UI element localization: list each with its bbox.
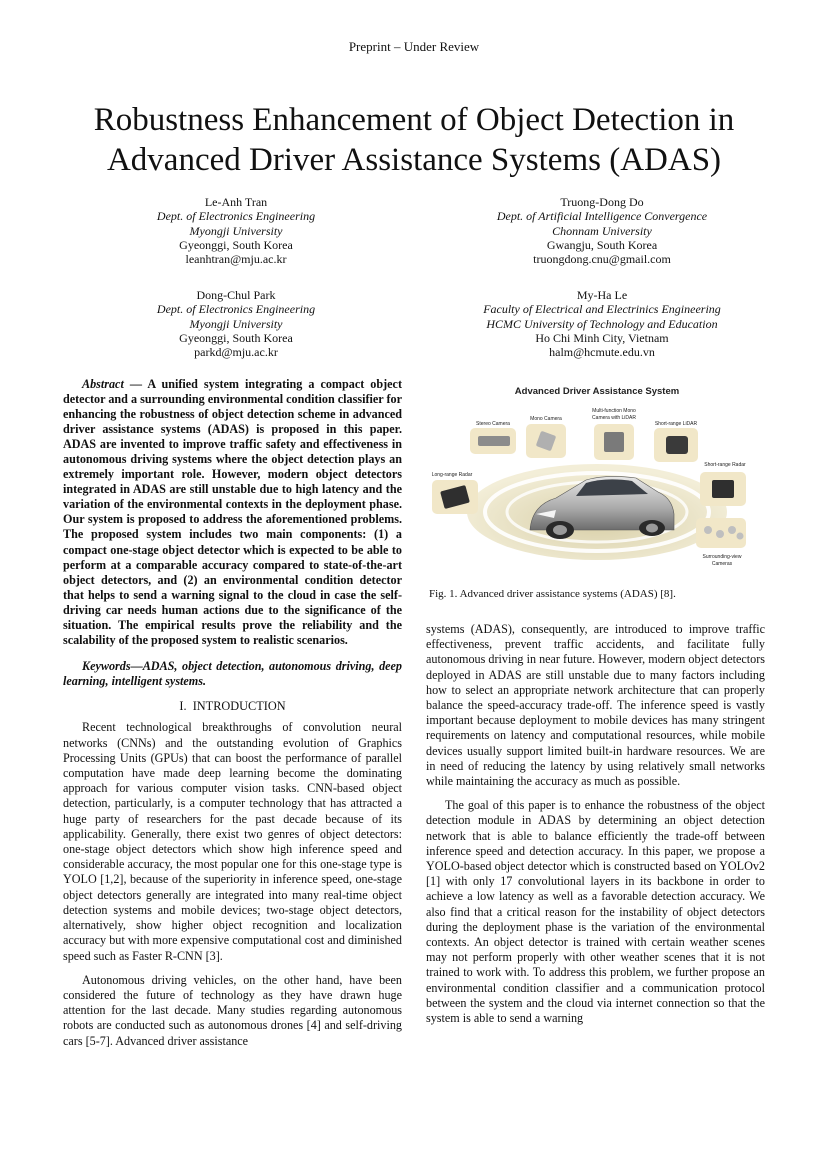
section-title: INTRODUCTION: [192, 699, 286, 714]
section-number: I.: [179, 699, 187, 714]
author-dept: Faculty of Electrical and Electrinics Engineering: [483, 302, 721, 317]
author-univ: HCMC University of Technology and Education: [486, 316, 718, 331]
title-line: Advanced Driver Assistance Systems (ADAS): [106, 142, 722, 178]
author-location: Gwangju, South Korea: [546, 237, 658, 252]
body-paragraph: Autonomous driving vehicles, on the other hand, have been considered the future of technology as they have drawn huge attention for the last decade. Many studies regarding autonomous robots are conducted such as autonomous drones [4] and self-driving cars [5-7]. Advanced driver assistance: [63, 972, 402, 1048]
figure-title: Advanced Driver Assistance System: [514, 386, 680, 397]
multi-function-camera: [592, 408, 636, 460]
title-line: Robustness Enhancement of Object Detection in: [93, 102, 735, 138]
label-long-range-radar: Long-range Radar: [431, 472, 473, 478]
running-header: Preprint – Under Review: [348, 39, 480, 54]
label-multi-function: Multi-function Mono: [592, 408, 636, 414]
right-column: [426, 622, 765, 1026]
author-dept: Dept. of Electronics Engineering: [156, 209, 316, 224]
label-stereo-camera: Stereo Camera: [476, 421, 510, 427]
author-name: Dong-Chul Park: [196, 288, 276, 302]
stereo-camera: [470, 421, 516, 454]
keywords: Keywords—ADAS, object detection, autonomous driving, deep learning, intelligent systems.: [63, 658, 402, 689]
short-range-lidar: [654, 421, 698, 462]
long-range-radar: [432, 472, 478, 514]
author-email: leanhtran@mju.ac.kr: [185, 252, 287, 267]
body-paragraph: The goal of this paper is to enhance the robustness of the object detection module in ADAS by determining an object detection network that is able to balance efficiently the trade-off between inference speed and detection accuracy. In this paper, we propose a YOLO-based object detector which is constructed based on YOLOv2 [1] with only 17 convolutional layers in its backbone in order to achieve a low latency as well as a favorable detection accuracy. We also find that a critical reason for the instability of object detectors during the deployment phase is the variation of the environmental contexts. An object detector is trained with certain weather scenes may not perform properly with other weather scenes that it is not trained to work with. To address this problem, we further propose an environmental condition classifier and a communication protocol between the system and the cloud via internet connection so that the system is able to send a warning: [426, 798, 765, 1026]
author-block: [452, 195, 752, 266]
label-short-range-radar: Short-range Radar: [704, 462, 746, 468]
author-name: Le-Anh Tran: [204, 195, 268, 209]
author-block: [106, 288, 366, 359]
adas-figure: [426, 380, 768, 576]
abstract-label: Abstract: [82, 377, 124, 391]
author-univ: Myongji University: [189, 223, 283, 238]
author-location: Gyeonggi, South Korea: [179, 237, 293, 252]
mono-camera: [526, 416, 566, 458]
abstract-text: — A unified system integrating a compact object detector and a surrounding environmental condition classifier for enhancing the robustness of object detection scheme in advanced driver assistance systems (ADAS) is proposed in this paper. ADAS are invented to improve traffic safety and effectiveness in autonomous driving systems where the object detection plays an extremely important role. However, modern object detectors integrated in ADAS are still unstable due to high latency and the variation of the environmental contexts in the deployment phase. Our system is proposed to address the aforementioned problems. The proposed system includes two main components: (1) a compact one-stage object detector which is expected to be able to perform at a comparable accuracy compared to state-of-the-art object detectors, and (2) an environmental condition detector that helps to send a warning signal to the cloud in case the self-driving car needs human actions due to the significance of the situation. The empirical results prove the reliability and the scalability of the proposed system to realistic scenarios.: [63, 377, 402, 647]
short-range-radar: [700, 462, 746, 506]
label-mono-camera: Mono Camera: [530, 416, 562, 422]
label-cameras: Cameras: [711, 561, 733, 567]
surround-view-cameras: [696, 518, 746, 567]
author-email: parkd@mju.ac.kr: [194, 345, 278, 360]
author-location: Ho Chi Minh City, Vietnam: [535, 330, 669, 345]
author-email: truongdong.cnu@gmail.com: [533, 252, 671, 267]
author-dept: Dept. of Electronics Engineering: [156, 302, 316, 317]
paper-title: [40, 100, 788, 180]
author-location: Gyeonggi, South Korea: [179, 330, 293, 345]
author-name: Truong-Dong Do: [560, 195, 644, 209]
label-multi-function-2: Camera with LiDAR: [592, 415, 636, 421]
author-block: [106, 195, 366, 266]
abstract: [63, 377, 402, 648]
label-surrounding-view: Surrounding-view: [702, 554, 742, 560]
author-block: [452, 288, 752, 359]
body-paragraph: Recent technological breakthroughs of convolution neural networks (CNNs) and the outstanding evolution of Graphics Processing Units (GPUs) that can boost the performance of parallel computation have made deep learning become the dominating approach for various computer vision tasks. CNN-based object detection, particularly, is a computer technology that has attracted a huge party of researchers for the past decade because of its applicability. Generally, there exist two genres of object detectors: one-stage object detectors which show high inference speed and considerable accuracy, the most popular one for this one-stage type is YOLO [1,2], because of the superiority in inference speed, one-stage object detectors generally are integrated into many real-time object detection systems and mobile devices; two-stage object detectors, alternatively, show higher object recognition and localization accuracy but with more expensive computational cost and diminished speed such as Faster R-CNN [3].: [63, 720, 402, 963]
author-name: My-Ha Le: [576, 288, 628, 302]
section-heading: [63, 699, 402, 714]
left-column: [63, 377, 402, 1049]
author-univ: Chonnam University: [552, 223, 652, 238]
author-email: halm@hcmute.edu.vn: [549, 345, 655, 360]
author-univ: Myongji University: [189, 316, 283, 331]
figure-caption: Fig. 1. Advanced driver assistance systems (ADAS) [8].: [429, 588, 676, 600]
body-paragraph: systems (ADAS), consequently, are introduced to improve traffic effectiveness, prevent traffic accidents, and facilitate fully autonomous driving in near future. However, modern object detectors deployed in ADAS are still unstable due to many factors including how to select an appropriate network architecture that can properly balance the speed-accuracy trade-off. The inference speed is vastly important because deployment to mobile devices has many stringent requirements on latency and computational resources, while mobile devices usually support limited built-in hardware resources. We are in need of reducing the latency by using relatively small networks while maintaining the accuracy as much as possible.: [426, 622, 765, 789]
author-dept: Dept. of Artificial Intelligence Convergence: [496, 209, 708, 224]
label-short-range-lidar: Short-range LiDAR: [654, 421, 698, 427]
